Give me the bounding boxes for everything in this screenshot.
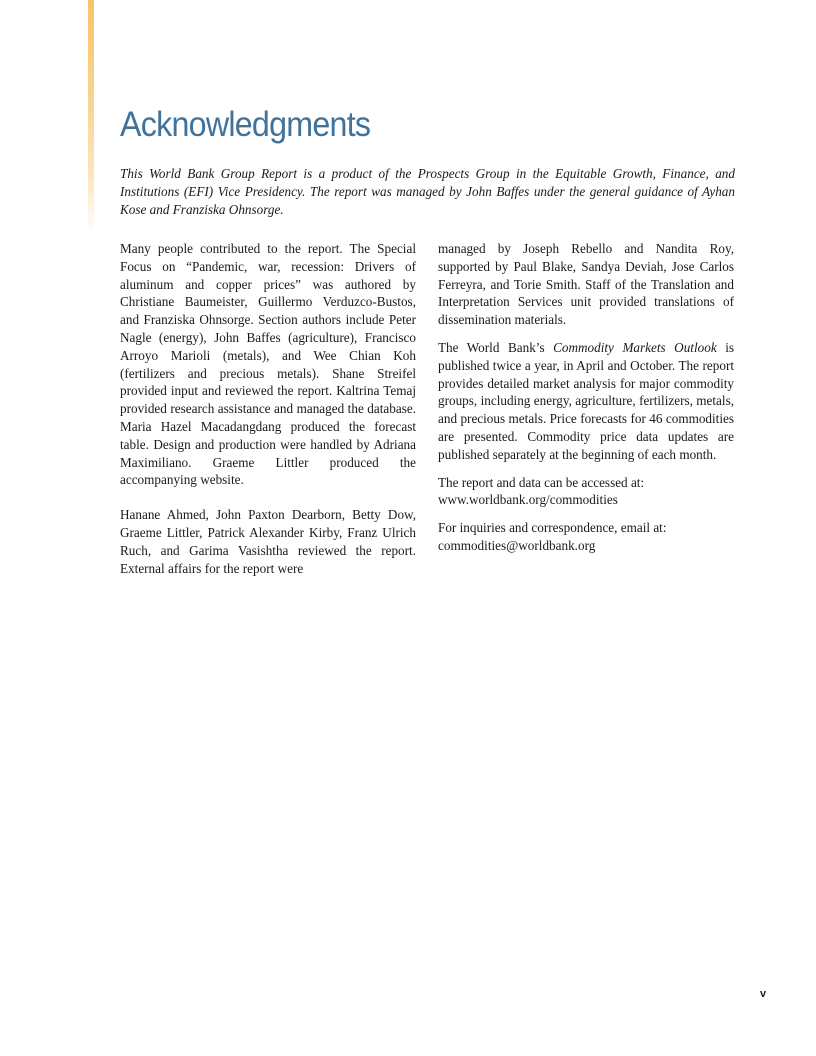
publication-paragraph [438, 339, 734, 464]
publication-text-end: is published twice a year, in April and October. The report provides detailed market analysis for major commodity groups, including energy, agriculture, fertilizers, metals, and precious metals. Price forecasts for 46 commodities are presented. Commodity price data updates are published separately at the beginning of each month. [438, 339, 734, 462]
contact-paragraph [438, 519, 734, 555]
contact-label: For inquiries and correspondence, email at: [438, 520, 667, 536]
contact-email-link[interactable]: commodities@worldbank.org [438, 537, 596, 553]
access-paragraph [438, 474, 734, 510]
report-title: Commodity Markets Outlook [553, 339, 717, 355]
right-column [438, 240, 734, 565]
access-label: The report and data can be accessed at: [438, 474, 645, 490]
contributors-paragraph: Many people contributed to the report. The Special Focus on “Pandemic, war, recession: Drivers of aluminum and copper prices” was authored by Christiane Baumeister, Guillermo Verduzco-Bustos, and Franziska Ohnsorge. Section authors include Peter Nagle (energy), John Baffes (agriculture), Francisco Arroyo Marioli (metals), and Wee Chian Koh (fertilizers and precious metals). Shane Streifel provided input and reviewed the report. Kaltrina Temaj provided research assistance and managed the database. Maria Hazel Macadangdang produced the forecast table. Design and production were handled by Adriana Maximiliano. Graeme Littler produced the accompanying website. [120, 241, 416, 488]
reviewers-paragraph: Hanane Ahmed, John Paxton Dearborn, Betty Dow, Graeme Littler, Patrick Alexander Kirby, Franz Ulrich Ruch, and Garima Vasishtha reviewed the report. External affairs for the report were [120, 507, 416, 576]
publication-text-start: The World Bank’s [438, 339, 554, 355]
access-url-link[interactable]: www.worldbank.org/commodities [438, 492, 618, 508]
page-number: v [760, 988, 767, 1000]
page-title: Acknowledgments [120, 105, 371, 144]
external-affairs-paragraph: managed by Joseph Rebello and Nandita Roy, supported by Paul Blake, Sandya Deviah, Jose Carlos Ferreyra, and Torie Smith. Staff of the Translation and Interpretation Services unit provided translations of dissemination materials. [438, 241, 734, 328]
decorative-accent-bar [88, 0, 94, 235]
left-column [120, 240, 416, 587]
intro-paragraph: This World Bank Group Report is a product of the Prospects Group in the Equitable Growth, Finance, and Institutions (EFI) Vice Presidency. The report was managed by John Baffes under the general guidance of Ayhan Kose and Franziska Ohnsorge. [120, 166, 735, 217]
